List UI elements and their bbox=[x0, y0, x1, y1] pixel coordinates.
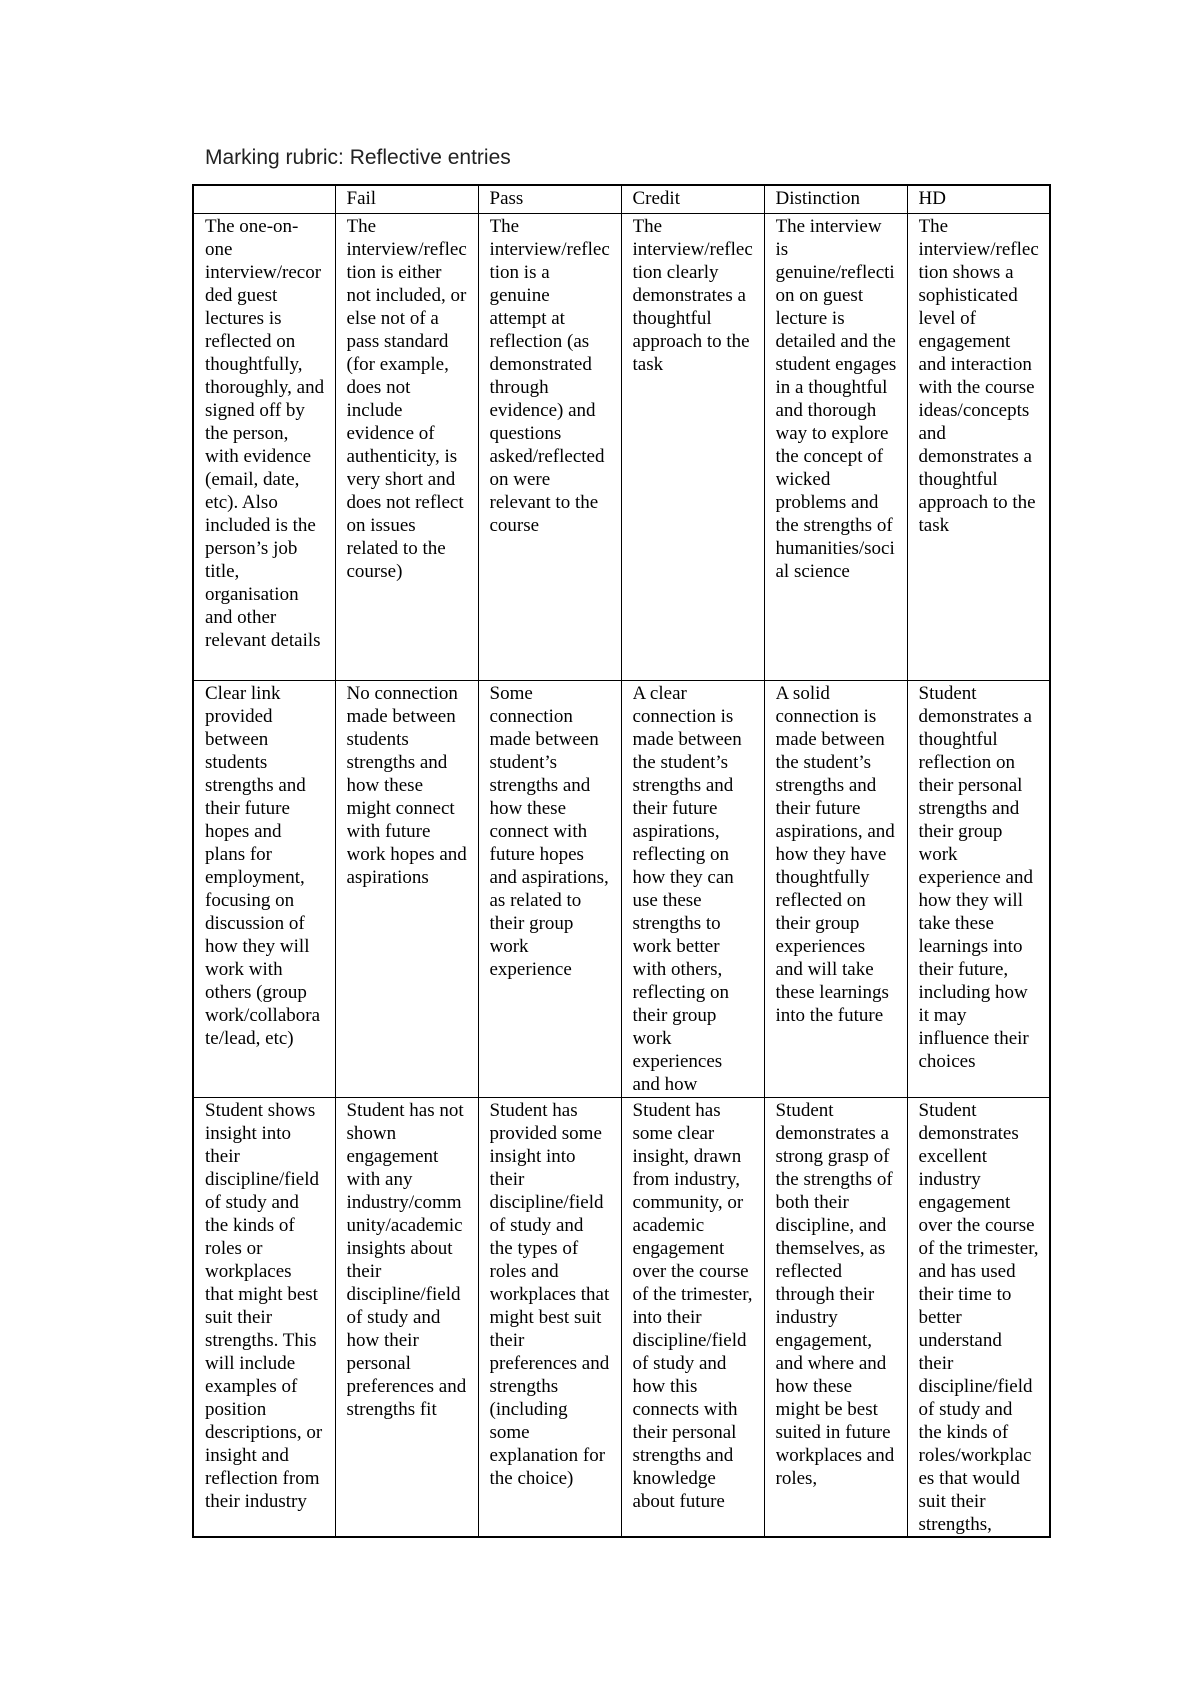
cell-text: The interview/reflection is a genuine attempt at reflection (as demonstrated through evidence) and questions asked/reflected on were relevant to the course bbox=[489, 216, 610, 536]
cell-text: Student has some clear insight, drawn from industry, community, or academic engagement over the course of the trimester, into their discipline/field of study and how this connects with their personal strengths and knowledge about future bbox=[632, 1100, 753, 1512]
distinction-cell bbox=[764, 1098, 907, 1538]
pass-cell bbox=[478, 1098, 621, 1538]
header-pass: Pass bbox=[478, 185, 621, 214]
cell-text: The interview/reflection shows a sophisticated level of engagement and interaction with the course ideas/concepts and demonstrates a thoughtful approach to the task bbox=[918, 216, 1039, 536]
credit-cell bbox=[621, 214, 764, 681]
cell-text: Student has provided some insight into their discipline/field of study and the types of roles and workplaces that might best suit their preferences and strengths (including some explanation for the choice) bbox=[489, 1100, 610, 1489]
page-title: Marking rubric: Reflective entries bbox=[205, 146, 511, 169]
cell-text: A clear connection is made between the student’s strengths and their future aspirations, reflecting on how they can use these strengths to work better with others, reflecting on their group work experiences and how bbox=[632, 683, 742, 1095]
cell-text: The interview/reflection clearly demonstrates a thoughtful approach to the task bbox=[632, 216, 753, 375]
cell-text: Student has not shown engagement with any industry/community/academic insights about their discipline/field of study and how their personal preferences and strengths fit bbox=[346, 1100, 467, 1420]
table-row bbox=[193, 1098, 1050, 1538]
cell-text: The interview is genuine/reflection on guest lecture is detailed and the student engages in a thoughtful and thorough way to explore the concept of wicked problems and the strengths of humanities/social science bbox=[775, 216, 897, 582]
pass-cell bbox=[478, 214, 621, 681]
cell-text: The interview/reflection is either not included, or else not of a pass standard (for example, does not include evidence of authenticity, is very short and does not reflect on issues related to the course) bbox=[346, 216, 467, 582]
fail-cell bbox=[335, 681, 478, 1098]
header-credit: Credit bbox=[621, 185, 764, 214]
fail-cell bbox=[335, 1098, 478, 1538]
cell-text: The one-on-one interview/recorded guest lectures is reflected on thoughtfully, thoroughly, and signed off by the person, with evidence (email, date, etc). Also included is the person’s job title, organisation and other relevant details bbox=[205, 216, 325, 651]
credit-cell bbox=[621, 681, 764, 1098]
criterion-cell bbox=[193, 214, 335, 681]
distinction-cell bbox=[764, 214, 907, 681]
cell-text: Student shows insight into their discipline/field of study and the kinds of roles or workplaces that might best suit their strengths. This will include examples of position descriptions, or insight and reflection from their industry bbox=[205, 1100, 323, 1512]
credit-cell bbox=[621, 1098, 764, 1538]
cell-text: Student demonstrates a thoughtful reflection on their personal strengths and their group work experience and how they will take these learnings into their future, including how it may influence their choices bbox=[918, 683, 1033, 1072]
cell-text: Some connection made between student’s strengths and how these connect with future hopes and aspirations, as related to their group work experience bbox=[489, 683, 609, 980]
header-row bbox=[193, 185, 1050, 214]
hd-cell bbox=[907, 1098, 1050, 1538]
fail-cell bbox=[335, 214, 478, 681]
cell-text: Clear link provided between students strengths and their future hopes and plans for employment, focusing on discussion of how they will work with others (group work/collaborate/lead, etc) bbox=[205, 683, 321, 1049]
table-row bbox=[193, 214, 1050, 681]
criterion-cell bbox=[193, 681, 335, 1098]
criterion-cell bbox=[193, 1098, 335, 1538]
cell-text: No connection made between students strengths and how these might connect with future work hopes and aspirations bbox=[346, 683, 467, 888]
rubric-table bbox=[192, 184, 1051, 1538]
cell-text: A solid connection is made between the student’s strengths and their future aspirations, and how they have thoughtfully reflected on their group experiences and will take these learnings into the future bbox=[775, 683, 895, 1026]
cell-text: Student demonstrates a strong grasp of the strengths of both their discipline, and themselves, as reflected through their industry engagement, and where and how these might be best suited in future workplaces and roles, bbox=[775, 1100, 895, 1489]
header-distinction: Distinction bbox=[764, 185, 907, 214]
header-hd: HD bbox=[907, 185, 1050, 214]
distinction-cell bbox=[764, 681, 907, 1098]
pass-cell bbox=[478, 681, 621, 1098]
hd-cell bbox=[907, 214, 1050, 681]
header-criterion bbox=[193, 185, 335, 214]
cell-text: Student demonstrates excellent industry engagement over the course of the trimester, and has used their time to better understand their discipline/field of study and the kinds of roles/workplaces that would suit their strengths, bbox=[918, 1100, 1039, 1535]
hd-cell bbox=[907, 681, 1050, 1098]
header-fail: Fail bbox=[335, 185, 478, 214]
table-row bbox=[193, 681, 1050, 1098]
